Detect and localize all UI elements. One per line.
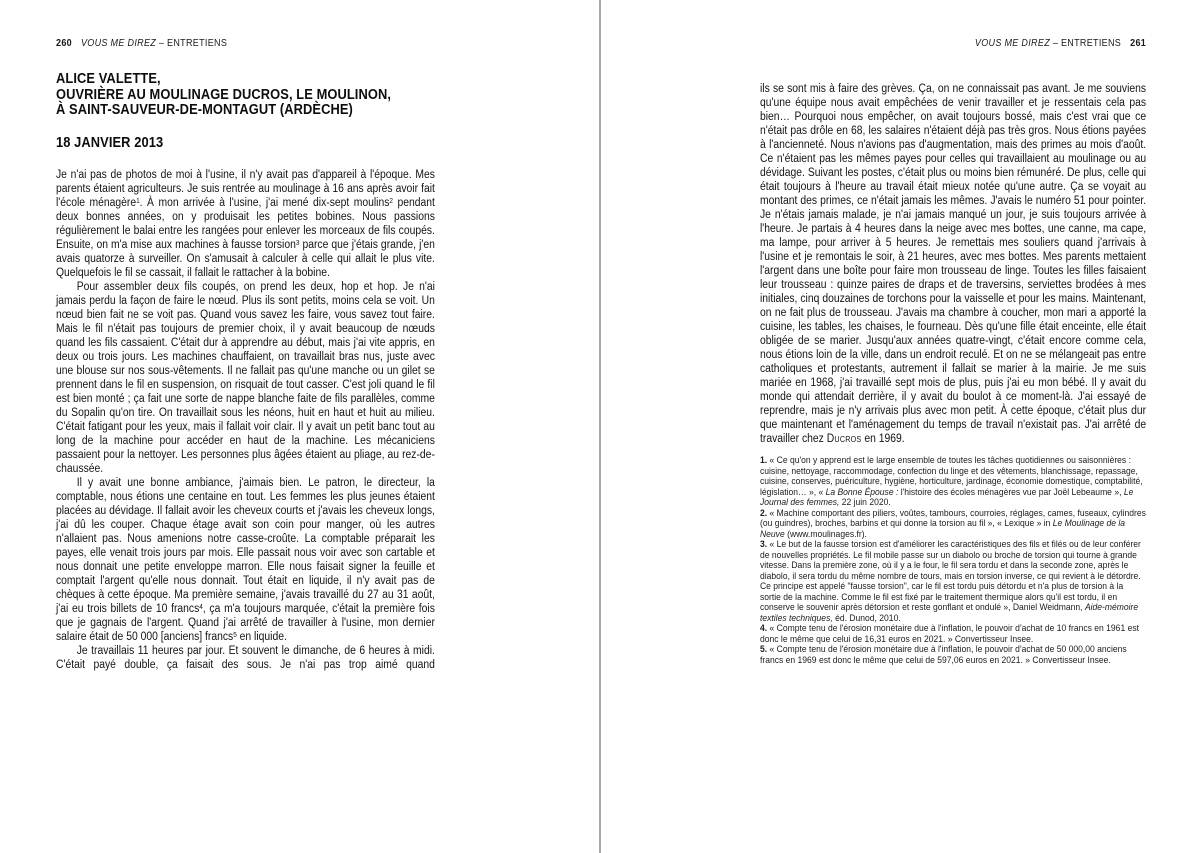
article-title-line: À SAINT-SAUVEUR-DE-MONTAGUT (ARDÈCHE) bbox=[56, 102, 353, 119]
running-title-italic: VOUS ME DIREZ bbox=[80, 38, 157, 49]
right-page-content bbox=[760, 38, 1146, 666]
text-segment: Je n'ai pas de photos de moi à l'usine, il n'y avait pas d'appareil à l'époque. Mes parents étaient agriculteurs. Je suis rentrée au moulinage à 16 ans après avoir fait l'école ménagère bbox=[56, 169, 435, 210]
text-segment: Pour assembler deux fils coupés, on prend les deux, hop et hop. Je n'ai jamais perdu la façon de faire le nœud. Plus ils sont petits, moins cela se voit. Un nœud bien fait ne se voit pas. Quand vous savez les faire, vous savez tout faire. Mais le fil n'était pas toujours de premier choix, il y avait beaucoup de nœuds quand les fils cassaient. C'était dur à apprendre au début, mais j'ai vite appris, en deux ou trois jours. Les machines chauffaient, on travaillait bras nus, juste avec une blouse sur nos sous-vêtements. Il ne fallait pas qu'une manche ou un gilet se prennent dans le fil en suspension, on risquait de tout casser. C'est joli quand le fil est bien monté ; ça fait une sorte de nappe blanche faite de fils parallèles, comme du Sopalin qu'on tire. On travaillait sous les néons, huit en haut et huit au milieu. C'était fatigant pour les yeux, mais il fallait voir clair. Il y avait un petit banc tout au long de la machine pour accéder en haut de la machine. Les mécaniciens passaient pour la nettoyer. Les personnes plus âgées étaient au pliage, au rez-de-chaussée. bbox=[56, 281, 435, 476]
page-divider bbox=[599, 0, 601, 853]
text-segment: La Bonne Épouse : bbox=[825, 486, 899, 498]
text-segment: en 1969. bbox=[861, 433, 905, 445]
text-segment: 3 bbox=[295, 239, 300, 248]
text-segment: ils se sont mis à faire des grèves. Ça, on ne connaissait pas avant. Je me souviens qu'une équipe nous avait empêchées de venir travailler et je ressentais cela pas bien… Pourquoi nous empêcher, on avait toujours bossé, mais c'est vrai que ce n'était pas drôle en 68, les salaires n'étaient déjà pas très gros. Nous étions payées à l'ancienneté. Nous n'avions pas d'augmentation, mais des primes au mois d'août. Ce n'étaient pas les mêmes payes pour celles qui travaillaient au moulinage ou au dévidage. Suivant les postes, c'était plus ou moins bien rémunéré. De plus, celle qui était toujours à l'heure au travail était mieux notée qu'une autre. Ça se voyait au montant des primes, ce n'était jamais les mêmes. J'avais le numéro 51 pour pointer. Je n'étais jamais malade, je n'ai jamais manqué un jour, je suis toujours arrivée à l'heure. Je partais à 4 heures dans la neige avec mes bottes, une canne, ma cape, ma lampe, pour arriver à 5 heures. Je remettais mes souliers quand j'arrivais à l'usine et je remontais le soir, à 21 heures, avec mes bottes. Mes parents mettaient l'argent dans une boîte pour faire mon trousseau de linge. Toutes les filles faisaient leur trousseau : quinze paires de draps et de traversins, serviettes brodées à mes initiales, cinq douzaines de torchons pour la vaisselle et pour les mains. Maintenant, on ne fait plus de trousseau. J'avais ma chambre à coucher, mon mari a apporté la cuisine, les tables, les chaises, le fourneau. Dès qu'une fille était enceinte, elle était obligée de se marier. Jusqu'aux années quatre-vingt, c'était encore comme cela, nous étions loin de la ville, dans un endroit reculé. Et on ne se mélangeait pas entre catholiques et protestants, autrement il fallait se marier à la mairie. Je me suis mariée en 1968, j'ai travaillé sept mois de plus, puis j'ai eu mon bébé. Il y avait du monde qui attendait derrière, il y avait du boulot à ce moment-là. J'ai essayé de reprendre, mais je n'y arrivais plus avec mon petit. À cette époque, c'était plus dur que maintenant et l'aménagement du temps de travail n'existait pas. J'ai arrêté de travailler chez bbox=[760, 83, 1147, 445]
article-date: 18 JANVIER 2013 bbox=[56, 134, 164, 151]
text-segment: (www.moulinages.fr). bbox=[784, 528, 867, 540]
running-title-italic: VOUS ME DIREZ bbox=[974, 38, 1051, 49]
text-segment: éd. Dunod, 2010. bbox=[832, 612, 901, 624]
text-segment: Je travaillais 11 heures par jour. Et souvent le dimanche, de 6 heures à midi. C'était payé double, ça faisait des sous. Je n'ai pas trop aimé quand bbox=[56, 645, 435, 672]
text-segment: Aide-mémoire textiles techniques, bbox=[760, 602, 1139, 624]
text-segment: 4 bbox=[199, 603, 203, 612]
text-segment: 2 bbox=[389, 197, 393, 206]
paragraph bbox=[56, 280, 435, 476]
footnote bbox=[760, 645, 1146, 666]
footnote-number: 3. bbox=[760, 539, 768, 550]
text-segment: Le Journal des femmes, bbox=[760, 486, 1134, 508]
left-running-title bbox=[81, 38, 227, 49]
left-page bbox=[56, 38, 435, 672]
paragraph bbox=[56, 168, 435, 280]
footnote-number: 2. bbox=[760, 507, 768, 519]
text-segment: 5 bbox=[233, 631, 237, 640]
text-segment: parce que j'étais grande, j'en avais quatorze à surveiller. On s'amusait à calculer à celle qui allait le plus vite. Quelquefois le fil se cassait, il fallait le rattacher à la bobine. bbox=[56, 239, 435, 280]
text-segment: Il y avait une bonne ambiance, j'aimais bien. Le patron, le directeur, la comptable, nous étions une centaine en tout. Les femmes les plus jeunes étaient placées au dévidage. Il fallait avoir les cheveux courts et j'avais les cheveux longs, j'ai dû les couper. Chaque étage avait son coin pour manger, où les autres n'allaient pas. Nous amenions notre casse-croûte. La comptable préparait les payes, elle venait trois jours par mois. Elle passait nous voir avec son cartable et nous donnait une petite enveloppe marron. Elle nous faisait signer la feuille et comptait l'argent qu'elle nous donnait. Tout était en liquide, il n'y avait pas de chèques à cette époque. Ma première semaine, j'avais travaillé du 27 au 31 août, j'ai eu trois billets de 10 francs bbox=[56, 477, 435, 616]
footnote bbox=[760, 509, 1146, 541]
article-title bbox=[56, 72, 435, 119]
text-segment: « Ce qu'on y apprend est le large ensemble de toutes les tâches quotidiennes ou saisonnières : cuisine, nettoyage, raccommodage, confection du linge et des vêtements, blanchissage, repassage, cuisine, conserves, puériculture, hygiène, horticulture, jardinage, économie domestique, comptabilité, législation… », « bbox=[760, 455, 1143, 498]
paragraph bbox=[56, 476, 435, 644]
left-page-content bbox=[56, 38, 435, 672]
text-segment: « Compte tenu de l'érosion monétaire due à l'inflation, le pouvoir d'achat de 50 000,00 anciens francs en 1969 est donc le même que celui de 597,06 euros en 2021. » Convertisseur Insee. bbox=[760, 644, 1127, 666]
article-title-line: ALICE VALETTE, bbox=[56, 71, 161, 87]
left-page-number: 260 bbox=[56, 38, 72, 49]
footnotes bbox=[760, 456, 1146, 666]
text-segment: « Compte tenu de l'érosion monétaire due à l'inflation, le pouvoir d'achat de 10 francs en 1961 est donc le même que celui de 16,31 euros en 2021. » Convertisseur Insee. bbox=[760, 623, 1139, 645]
text-segment: Le Moulinage de la Neuve bbox=[760, 518, 1126, 540]
footnote bbox=[760, 456, 1146, 509]
text-segment: Ducros bbox=[826, 433, 862, 445]
text-segment: « Le but de la fausse torsion est d'améliorer les caractéristiques des fils et filés ou de leur conférer de nouvelles propriétés. Le fil mobile passe sur un diabolo ou broche de torsion qui tourne à grande vitesse. Dans la première zone, où il y a le four, le fil sera tordu et dans la seconde zone, après le diabolo, il sera tordu du même nombre de tours, mais en torsion inverse, ce qui revient à le détordre. Ce principe est appelé "fausse torsion", car le fil est tordu puis détordu et n'a plus de torsion à la sortie de la machine. Comme le fil est fixé par le traitement thermique alors qu'il est tordu, il en conserve le souvenir après détorsion et reste gonflant et ondulé », Daniel Weidmann, bbox=[760, 539, 1141, 613]
paragraph bbox=[56, 644, 435, 672]
right-body-text bbox=[760, 82, 1146, 446]
right-page-number: 261 bbox=[1130, 38, 1147, 49]
footnote-number: 1. bbox=[760, 455, 768, 466]
text-segment: 22 juin 2020. bbox=[839, 497, 891, 508]
right-page bbox=[760, 38, 1146, 666]
article-title-line: OUVRIÈRE AU MOULINAGE DUCROS, LE MOULINON, bbox=[56, 86, 391, 103]
left-body-text bbox=[56, 168, 435, 672]
text-segment: . À mon arrivée à l'usine, j'ai mené dix-sept moulins bbox=[139, 197, 390, 210]
right-running-title bbox=[975, 38, 1121, 49]
footnote bbox=[760, 624, 1146, 645]
right-page-header bbox=[760, 38, 1146, 49]
text-segment: en liquide. bbox=[236, 631, 287, 644]
running-title-rest: – ENTRETIENS bbox=[1050, 38, 1122, 49]
footnote bbox=[760, 540, 1146, 624]
text-segment: , ça m'a toujours marquée, c'était la première fois que je gagnais de l'argent. Quand j'ai arrêté de travailler à l'usine, mon dernier salaire était de 50 000 [anciens] francs bbox=[56, 603, 435, 644]
text-segment: pendant deux bonnes années, on y produisait les petites bobines. Nous passions régulièrement le balai entre les rangées pour enlever les morceaux de fils coupés. Ensuite, on m'a mise aux machines à fausse torsion bbox=[56, 197, 435, 252]
text-segment: l'histoire des écoles ménagères vue par Joël Lebeaume », bbox=[898, 486, 1124, 498]
text-segment: 1 bbox=[136, 197, 140, 206]
footnote-number: 4. bbox=[760, 623, 768, 634]
running-title-rest: – ENTRETIENS bbox=[156, 38, 228, 49]
paragraph bbox=[760, 82, 1146, 446]
footnote-number: 5. bbox=[760, 644, 768, 655]
text-segment: « Machine comportant des piliers, voûtes, tambours, courroies, réglages, cames, fuseaux, cylindres (ou guindres), broches, barbins et qui donne la torsion au fil », « Lexique » in bbox=[760, 507, 1146, 529]
left-page-header bbox=[56, 38, 435, 49]
